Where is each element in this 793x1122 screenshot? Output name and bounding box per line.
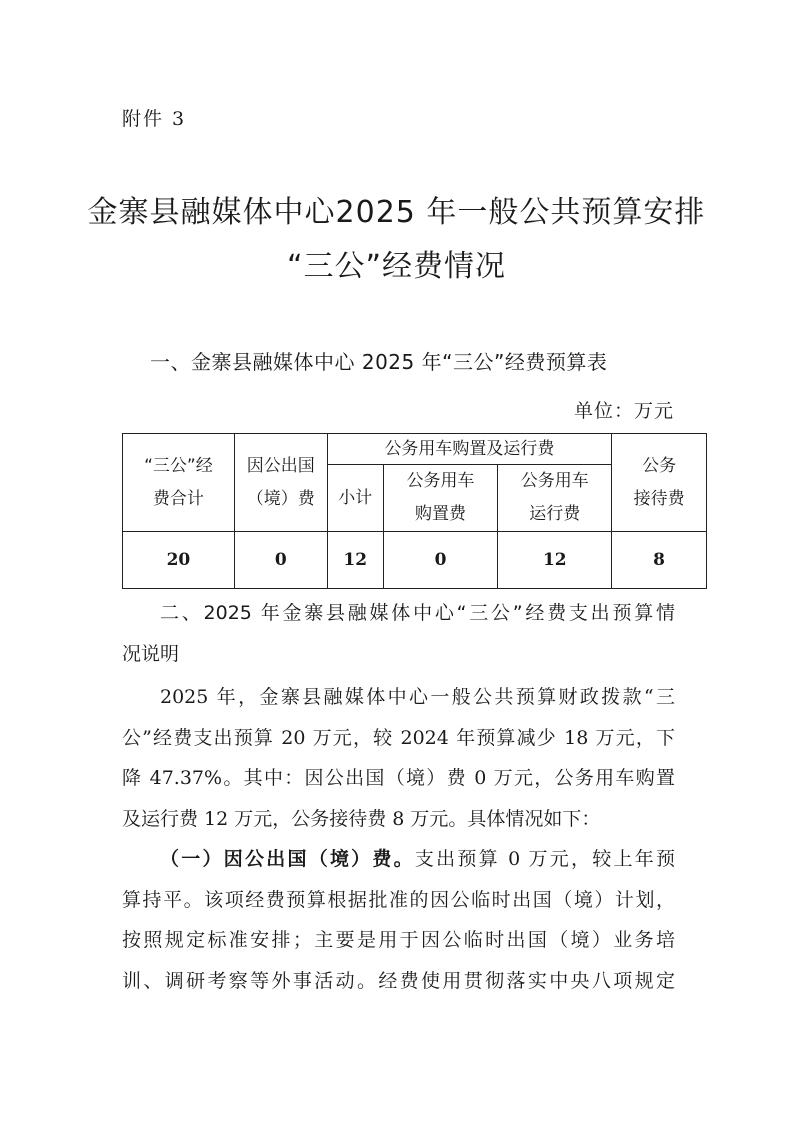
attachment-label: 附件 3 [122, 108, 187, 130]
paragraph2-line1-rest: 支出预算 0 万元，较上年预 [414, 848, 675, 870]
header-total-line1: “三公”经 [144, 455, 213, 476]
paragraph2-bold-lead: （一）因公出国（境）费。 [160, 848, 415, 870]
value-purchase: 0 [383, 532, 498, 589]
section2-heading [122, 593, 675, 674]
paragraph2-line3: 按照规定标准安排；主要是用于因公临时出国（境）业务培 [122, 929, 675, 951]
paragraph1-line4: 及运行费 12 万元，公务接待费 8 万元。具体情况如下： [122, 807, 601, 830]
paragraph1-line1: 2025 年，金寨县融媒体中心一般公共预算财政拨款“三 [160, 686, 675, 708]
section2-line2: 况说明 [122, 642, 180, 665]
value-subtotal: 12 [327, 532, 383, 589]
document-title [60, 186, 733, 294]
section2-line1: 二、2025 年金寨县融媒体中心“三公”经费支出预算情 [160, 602, 675, 624]
value-abroad: 0 [234, 532, 327, 589]
value-operation: 12 [498, 532, 612, 589]
value-total: 20 [123, 532, 235, 589]
header-operation-line1: 公务用车 [520, 471, 589, 491]
header-subtotal: 小计 [327, 465, 383, 532]
budget-table [122, 433, 707, 589]
value-reception: 8 [612, 532, 707, 589]
header-purchase [383, 465, 498, 532]
header-total-line2: 费合计 [152, 488, 204, 509]
header-operation-line2: 运行费 [529, 504, 581, 524]
header-abroad [234, 434, 327, 532]
paragraph-abroad-detail [122, 839, 675, 1001]
unit-label: 单位：万元 [573, 400, 674, 422]
paragraph2-line2: 算持平。该项经费预算根据批准的因公临时出国（境）计划， [122, 888, 675, 911]
paragraph1-line3: 降 47.37%。其中：因公出国（境）费 0 万元，公务用车购置 [122, 767, 675, 789]
header-abroad-line2: （境）费 [246, 488, 315, 509]
header-purchase-line1: 公务用车 [406, 471, 475, 491]
header-purchase-line2: 购置费 [415, 504, 467, 524]
table-header-row [123, 434, 707, 465]
header-vehicle-group: 公务用车购置及运行费 [327, 434, 611, 465]
document-title-line2: “三公”经费情况 [286, 249, 507, 284]
document-title-line1: 金寨县融媒体中心2025 年一般公共预算安排 [87, 195, 706, 230]
header-operation [498, 465, 612, 532]
header-total [123, 434, 235, 532]
paragraph-summary [122, 677, 675, 839]
paragraph2-line1 [122, 839, 675, 880]
header-reception-line2: 接待费 [633, 488, 685, 509]
header-abroad-line1: 因公出国 [246, 455, 315, 476]
header-reception [612, 434, 707, 532]
paragraph1-line2: 公”经费支出预算 20 万元，较 2024 年预算减少 18 万元，下 [122, 726, 675, 749]
table-row [123, 532, 707, 589]
paragraph2-line4: 训、调研考察等外事活动。经费使用贯彻落实中央八项规定 [122, 969, 675, 992]
header-reception-line1: 公务 [642, 455, 677, 476]
section1-heading: 一、金寨县融媒体中心 2025 年“三公”经费预算表 [150, 350, 608, 374]
